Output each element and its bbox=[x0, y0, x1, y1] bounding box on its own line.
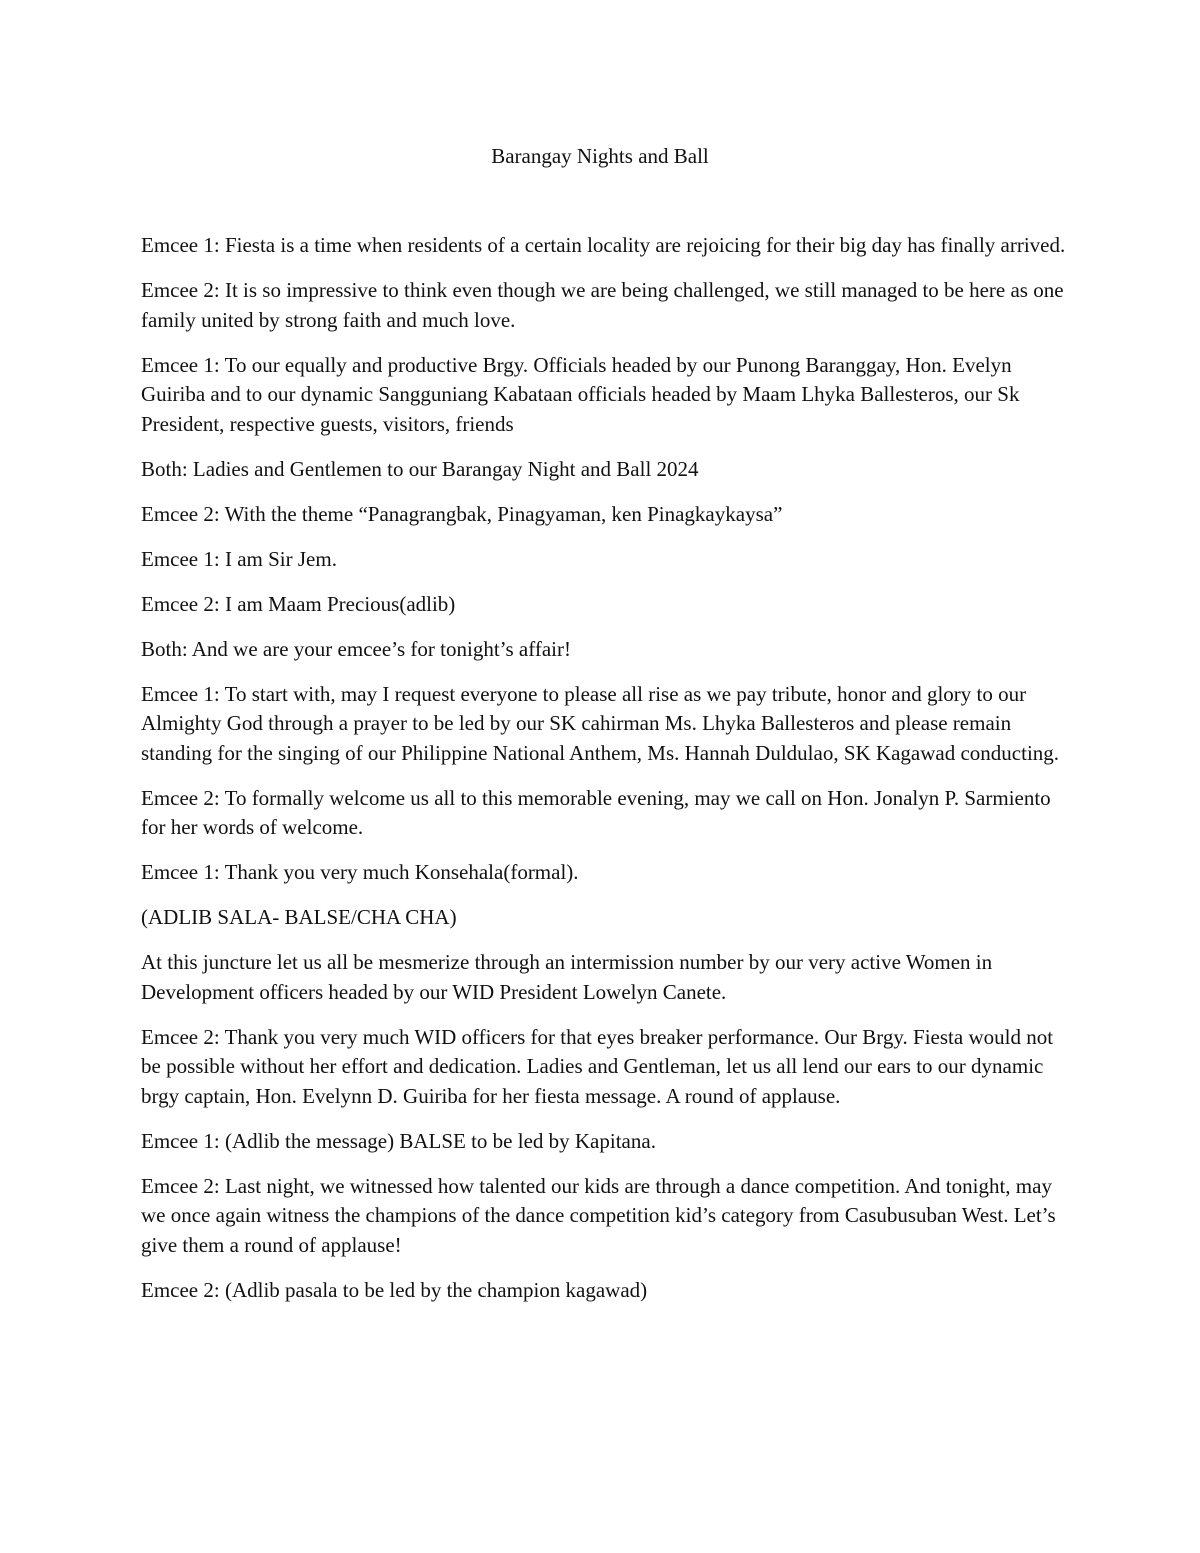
paragraph: (ADLIB SALA- BALSE/CHA CHA) bbox=[141, 905, 457, 929]
paragraph: Both: Ladies and Gentlemen to our Barangay Night and Ball 2024 bbox=[141, 456, 699, 481]
paragraph: Emcee 1: Thank you very much Konsehala(formal). bbox=[141, 860, 579, 884]
paragraph: Emcee 1: (Adlib the message) BALSE to be led by Kapitana. bbox=[141, 1128, 656, 1153]
document-title: Barangay Nights and Ball bbox=[491, 144, 709, 168]
paragraph: Emcee 1: To our equally and productive Brgy. Officials headed by our Punong Baranggay, Hon. Evelyn Guiriba and to our dynamic Sangguniang Kabataan officials headed by Maam Lhyka Ballesteros, our Sk President, respective guests, visitors, friends bbox=[141, 352, 1020, 436]
paragraph: At this juncture let us all be mesmerize through an intermission number by our very active Women in Development officers headed by our WID President Lowelyn Canete. bbox=[141, 950, 993, 1004]
paragraph: Emcee 1: To start with, may I request everyone to please all rise as we pay tribute, honor and glory to our Almighty God through a prayer to be led by our SK cahirman Ms. Lhyka Ballesteros and please remain standing for the singing of our Philippine National Anthem, Ms. Hannah Duldulao, SK Kagawad conducting. bbox=[141, 681, 1060, 765]
paragraph: Emcee 2: To formally welcome us all to this memorable evening, may we call on Hon. Jonalyn P. Sarmiento for her words of welcome. bbox=[141, 785, 1051, 839]
paragraph: Emcee 1: Fiesta is a time when residents of a certain locality are rejoicing for their big day has finally arrived. bbox=[141, 233, 1066, 257]
paragraph: Emcee 2: Thank you very much WID officers for that eyes breaker performance. Our Brgy. Fiesta would not be possible without her effort and dedication. Ladies and Gentleman, let us all lend our ears to our dynamic brgy captain, Hon. Evelynn D. Guiriba for her fiesta message. A round of applause. bbox=[141, 1024, 1054, 1108]
paragraph: Emcee 2: It is so impressive to think even though we are being challenged, we still managed to be here as one family united by strong faith and much love. bbox=[141, 278, 1064, 332]
paragraph: Both: And we are your emcee’s for tonight’s affair! bbox=[141, 636, 571, 661]
paragraph: Emcee 2: I am Maam Precious(adlib) bbox=[141, 591, 456, 616]
document-body bbox=[141, 231, 1071, 1321]
paragraph: Emcee 2: Last night, we witnessed how talented our kids are through a dance competition. And tonight, may we once again witness the champions of the dance competition kid’s category from Casubusuban West. Let’s give them a round of applause! bbox=[141, 1173, 1056, 1257]
paragraph: Emcee 1: I am Sir Jem. bbox=[141, 546, 337, 571]
paragraph: Emcee 2: (Adlib pasala to be led by the champion kagawad) bbox=[141, 1277, 648, 1302]
paragraph: Emcee 2: With the theme “Panagrangbak, Pinagyaman, ken Pinagkaykaysa” bbox=[141, 501, 783, 526]
